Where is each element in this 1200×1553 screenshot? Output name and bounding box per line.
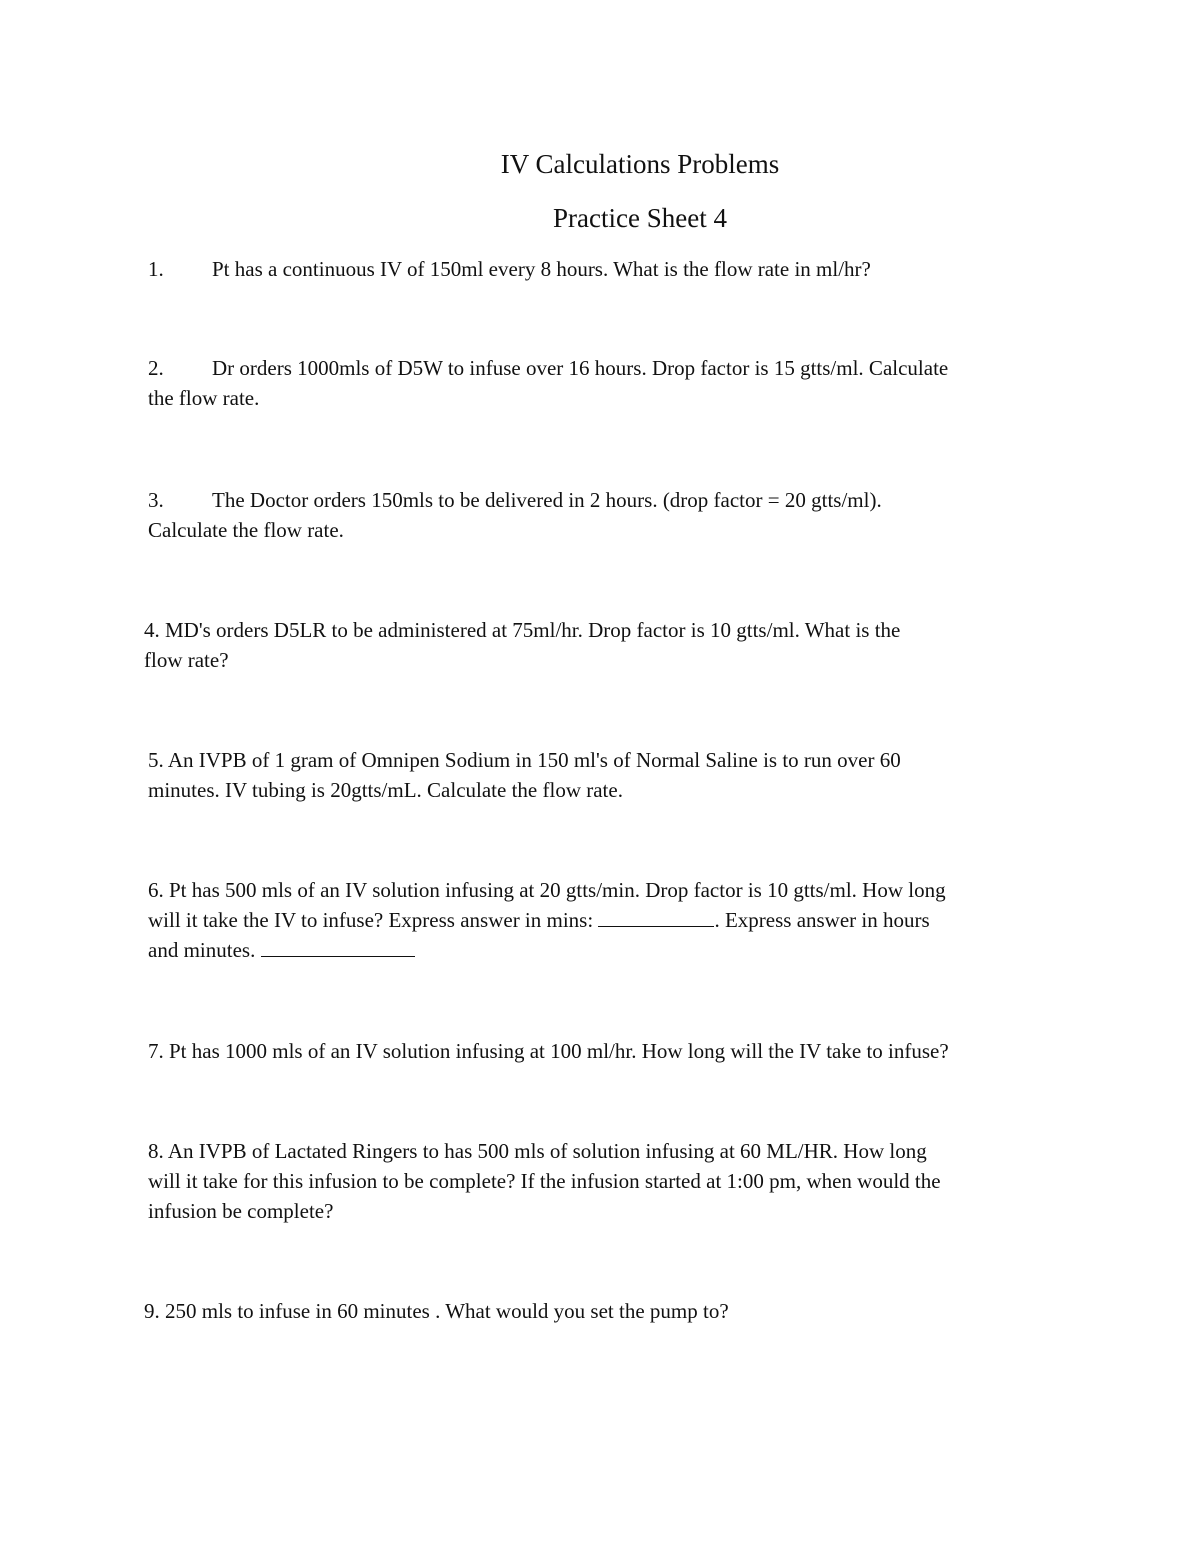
question-text: 7. Pt has 1000 mls of an IV solution infusing at 100 ml/hr. How long will the IV take to infuse?: [148, 1039, 949, 1063]
question-text: Dr orders 1000mls of D5W to infuse over 16 hours. Drop factor is 15 gtts/ml. Calculate: [212, 356, 949, 380]
question-text: The Doctor orders 150mls to be delivered in 2 hours. (drop factor = 20 gtts/ml).: [212, 488, 882, 512]
question-4: [144, 615, 900, 675]
question-text: the flow rate.: [148, 386, 260, 410]
document-title: IV Calculations Problems: [500, 149, 780, 179]
answer-blank-minutes[interactable]: [598, 908, 714, 927]
question-text: Calculate the flow rate.: [148, 518, 344, 542]
question-text: minutes. IV tubing is 20gtts/mL. Calculate the flow rate.: [148, 778, 623, 802]
question-text: 8. An IVPB of Lactated Ringers to has 500 mls of solution infusing at 60 ML/HR. How long: [148, 1139, 927, 1163]
question-1: [148, 254, 871, 284]
question-number: 3.: [148, 488, 164, 512]
question-text: will it take the IV to infuse? Express answer in mins:: [148, 908, 599, 932]
question-text: 6. Pt has 500 mls of an IV solution infusing at 20 gtts/min. Drop factor is 10 gtts/ml. How long: [148, 878, 946, 902]
question-text: 9. 250 mls to infuse in 60 minutes . What would you set the pump to?: [144, 1299, 729, 1323]
answer-blank-hours-minutes[interactable]: [261, 938, 415, 957]
question-3: [148, 485, 882, 545]
question-6: [148, 875, 946, 965]
question-number: 1.: [148, 257, 164, 281]
question-8: [148, 1136, 941, 1226]
question-text: flow rate?: [144, 648, 229, 672]
question-number: 2.: [148, 356, 164, 380]
question-7: [148, 1036, 949, 1066]
question-text: 5. An IVPB of 1 gram of Omnipen Sodium in 150 ml's of Normal Saline is to run over 60: [148, 748, 901, 772]
question-text: Pt has a continuous IV of 150ml every 8 hours. What is the flow rate in ml/hr?: [212, 257, 871, 281]
question-2: [148, 353, 948, 413]
question-text: . Express answer in hours: [714, 908, 930, 932]
document-subtitle: Practice Sheet 4: [553, 203, 727, 233]
question-5: [148, 745, 901, 805]
question-text: 4. MD's orders D5LR to be administered at 75ml/hr. Drop factor is 10 gtts/ml. What is the: [144, 618, 901, 642]
question-9: [144, 1296, 729, 1326]
question-text: infusion be complete?: [148, 1199, 334, 1223]
question-text: will it take for this infusion to be complete? If the infusion started at 1:00 pm, when would the: [148, 1169, 941, 1193]
question-text: and minutes.: [148, 938, 261, 962]
